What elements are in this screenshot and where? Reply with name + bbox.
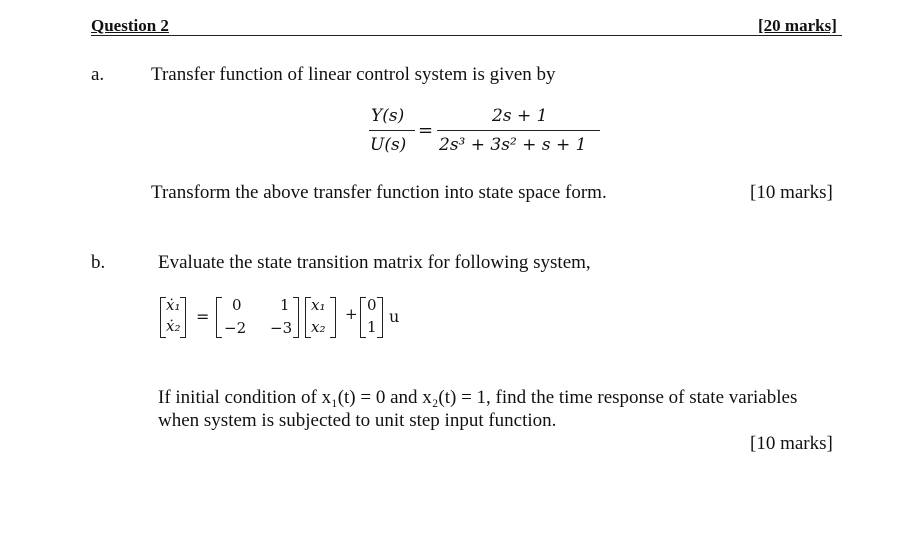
question-total-marks: [20 marks] <box>758 16 837 35</box>
part-b-marks: [10 marks] <box>750 433 833 454</box>
rhs-numerator: 2s + 1 <box>492 106 548 126</box>
part-b-label: b. <box>91 252 106 273</box>
a22: −3 <box>270 319 293 337</box>
x2: x₂ <box>311 318 326 336</box>
lhs-numerator: Y(s) <box>371 106 405 126</box>
b-bracket-left <box>360 297 366 338</box>
header-rule <box>91 35 842 36</box>
rhs-denominator: 2s³ + 3s² + s + 1 <box>439 135 587 155</box>
lhs-fraction-bar <box>369 130 415 131</box>
part-a-intro: Transfer function of linear control system is given by <box>151 64 556 85</box>
x1: x₁ <box>311 296 326 314</box>
matrix-plus-sign: + <box>345 305 358 323</box>
a11: 0 <box>232 296 242 314</box>
xdot-bracket-right <box>180 297 186 338</box>
lhs-denominator: U(s) <box>370 135 407 155</box>
a12: 1 <box>280 296 290 314</box>
b1: 0 <box>367 296 377 314</box>
a21: −2 <box>224 319 247 337</box>
input-u: u <box>389 307 400 326</box>
part-a-task: Transform the above transfer function into state space form. <box>151 182 607 203</box>
rhs-fraction-bar <box>437 130 600 131</box>
xdot2: ẋ₂ <box>166 317 181 335</box>
equals-sign: = <box>418 120 434 141</box>
part-b-condition-line1: If initial condition of x₁(t) = 0 and x₂(t) = 1, find the time response of state variables <box>158 387 798 408</box>
a-matrix-bracket-right <box>293 297 299 338</box>
xdot1: ẋ₁ <box>166 296 181 314</box>
x-bracket-right <box>330 297 336 338</box>
b2: 1 <box>367 318 377 336</box>
part-a-marks: [10 marks] <box>750 182 833 203</box>
part-b-condition-line2: when system is subjected to unit step input function. <box>158 410 557 431</box>
question-title: Question 2 <box>91 16 169 35</box>
part-a-label: a. <box>91 64 105 85</box>
part-b-intro: Evaluate the state transition matrix for following system, <box>158 252 591 273</box>
matrix-equals-sign: = <box>196 307 210 326</box>
a-matrix-bracket-left <box>216 297 222 338</box>
b-bracket-right <box>377 297 383 338</box>
